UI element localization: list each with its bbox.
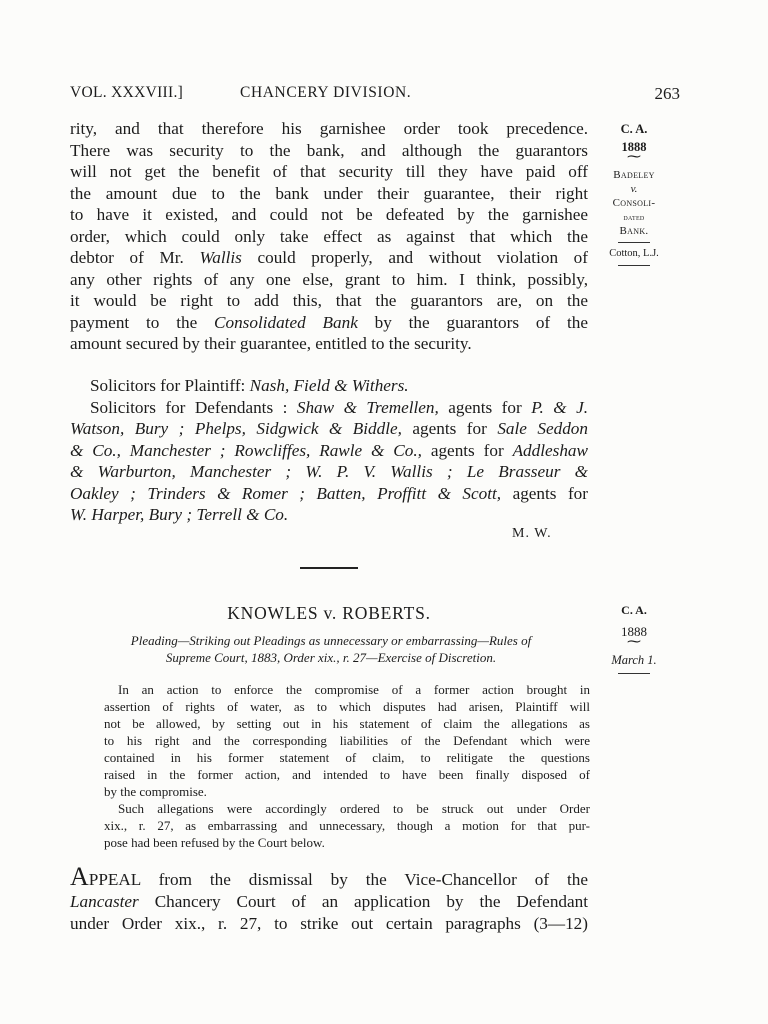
date-label: March 1. xyxy=(611,653,657,667)
reporter-initials: M. W. xyxy=(512,526,552,541)
catchwords-line: Pleading—Striking out Pleadings as unnecessary or embarrassing—Rules of xyxy=(130,633,532,648)
defendant-solicitors: Solicitors for Defendants : Shaw & Tremellen, agents for P. & J. xyxy=(90,397,589,417)
year-label: 1888 xyxy=(621,624,647,639)
drop-cap: A xyxy=(70,862,89,891)
text-line: Lancaster Chancery Court of an application by the Defendant xyxy=(70,892,588,911)
margin-rule xyxy=(618,265,650,266)
appeal-paragraph xyxy=(70,862,588,935)
text-line: & Co., Manchester ; Rowcliffes, Rawle & Co., agents for Addleshaw xyxy=(70,440,588,460)
division-label: CHANCERY DIVISION. xyxy=(240,84,412,101)
headnote-line: not be allowed, by setting out in his statement of claim the allegations as xyxy=(104,716,590,731)
text-line: to have it existed, and could not be defeated by the garnishee xyxy=(70,205,588,224)
section-divider xyxy=(300,567,358,569)
margin-rule xyxy=(618,673,650,674)
page-number: 263 xyxy=(654,84,680,103)
party-name: Consoli- xyxy=(612,197,656,209)
headnote-line: raised in the former action, and intended to have been finally disposed of xyxy=(104,767,590,782)
headnote xyxy=(104,681,590,851)
headnote-line: Such allegations were accordingly ordered to be struck out under Order xyxy=(118,801,590,816)
versus-label: v. xyxy=(630,183,638,195)
catchwords xyxy=(72,632,590,666)
year-label: 1888 xyxy=(621,140,647,154)
text-line: order, which could only take effect as against that which the xyxy=(70,226,588,246)
headnote-line: xix., r. 27, as embarrassing and unnecessary, though a motion for that pur- xyxy=(104,818,590,833)
text-line: it would be right to add this, that the guarantors are, on the xyxy=(70,291,588,310)
headnote-line: to his right and the corresponding liabilities of the Defendant which were xyxy=(104,733,590,748)
running-header xyxy=(70,84,680,106)
headnote-line: In an action to enforce the compromise of a former action brought in xyxy=(118,682,590,697)
headnote-line: by the compromise. xyxy=(104,784,207,799)
text-line: will not get the benefit of that security till they have paid off xyxy=(70,162,588,181)
text-line: W. Harper, Bury ; Terrell & Co. xyxy=(70,505,289,524)
text-line: the amount due to the bank under their guarantee, their right xyxy=(70,183,588,203)
margin-rule xyxy=(618,242,650,243)
text-line: any other rights of any one else, grant to him. I think, possibly, xyxy=(70,269,588,289)
text-line: amount secured by their guarantee, entitled to the security. xyxy=(70,334,472,353)
party-name: dated xyxy=(623,212,645,222)
margin-note-previous-case xyxy=(598,122,670,270)
text-line: payment to the Consolidated Bank by the guarantors of the xyxy=(70,312,588,332)
court-label: C. A. xyxy=(620,122,648,136)
opinion-paragraph xyxy=(70,118,588,355)
text-line: rity, and that therefore his garnishee order took precedence. xyxy=(70,119,588,138)
text-line: & Warburton, Manchester ; W. P. V. Wallis ; Le Brasseur & xyxy=(70,462,588,481)
solicitors-block xyxy=(70,375,588,526)
catchwords-line: Supreme Court, 1883, Order xix., r. 27—Exercise of Discretion. xyxy=(165,650,497,665)
party-name: Badeley xyxy=(613,169,655,181)
text-line: There was security to the bank, and although the guarantors xyxy=(70,140,588,160)
court-label: C. A. xyxy=(621,603,647,617)
plaintiff-solicitors: Solicitors for Plaintiff: Nash, Field & Withers. xyxy=(90,376,409,395)
headnote-line: pose had been refused by the Court below. xyxy=(104,835,325,850)
party-name: Bank. xyxy=(619,225,649,237)
text-line: APPEAL from the dismissal by the Vice-Chancellor of the xyxy=(70,862,588,891)
volume-label: VOL. XXXVIII.] xyxy=(70,84,184,101)
text-line: Watson, Bury ; Phelps, Sidgwick & Biddle, agents for Sale Seddon xyxy=(70,419,588,438)
margin-note-case xyxy=(598,603,670,678)
text-line: debtor of Mr. Wallis could properly, and without violation of xyxy=(70,248,588,267)
headnote-line: contained in his former statement of claim, to relitigate the questions xyxy=(104,750,590,765)
text-line: under Order xix., r. 27, to strike out certain paragraphs (3—12) xyxy=(70,914,588,933)
tilde-ornament: ⁓ xyxy=(627,150,641,165)
tilde-ornament: ⁓ xyxy=(627,635,641,650)
text-line: Oakley ; Trinders & Romer ; Batten, Proffitt & Scott, agents for xyxy=(70,483,588,503)
headnote-line: assertion of rights of water, as to which disputes had arisen, Plaintiff will xyxy=(104,699,590,714)
judge-label: Cotton, L.J. xyxy=(609,248,659,259)
case-title: KNOWLES v. ROBERTS. xyxy=(227,603,431,623)
